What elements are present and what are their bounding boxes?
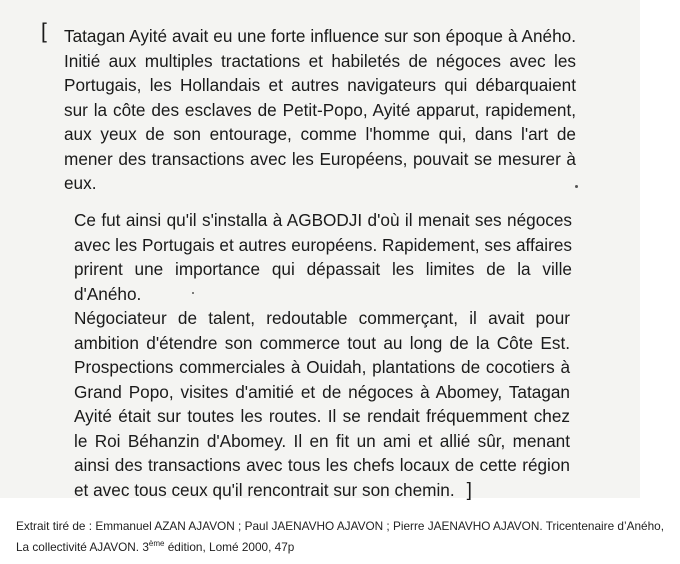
caption-text: Extrait tiré de : Emmanuel AZAN AJAVON ; Paul JAENAVHO AJAVON ; Pierre JAENAVHO AJAVON. Tricentenaire d’Aného, La collectivité AJAVON. 3 — [16, 519, 664, 554]
scan-speck — [575, 185, 578, 188]
closing-bracket: ] — [466, 479, 472, 501]
caption-text-end: édition, Lomé 2000, 47p — [164, 539, 295, 554]
caption-superscript: ème — [148, 539, 165, 548]
paragraph-3-text: Négociateur de talent, redoutable commerçant, il avait pour ambition d'étendre son commerce tout au long de la Côte Est. Prospections commerciales à Ouidah, plantations de cocotiers à Grand Popo, visites d'amitié et de négoces à Abomey, Tatagan Ayité était sur toutes les routes. Il se rendait fréquemment chez le Roi Béhanzin d'Abomey. Il en fit un ami et allié sûr, menant ainsi des transactions avec tous les chefs locaux de cette région et avec tous ceux qu'il rencontrait sur son chemin. — [74, 308, 570, 500]
paragraph-1: Tatagan Ayité avait eu une forte influence sur son époque à Aného. Initié aux multiples tractations et habiletés de négoces avec les Portugais, les Hollandais et autres navigateurs qui débarquaient sur la côte des esclaves de Petit-Popo, Ayité apparut, rapidement, aux yeux de son entourage, comme l'homme qui, dans l'art de mener des transactions avec les Européens, pouvait se mesurer à eux. — [64, 26, 576, 193]
source-caption — [16, 518, 666, 556]
paragraph-2: Ce fut ainsi qu'il s'installa à AGBODJI d'où il menait ses négoces avec les Portugais et autres européens. Rapidement, ses affaires prirent une importance qui dépassait les limites de la ville d'Aného. — [74, 210, 572, 304]
opening-bracket: [ — [41, 20, 47, 43]
scan-speck — [192, 292, 194, 294]
paragraph-3 — [74, 306, 570, 503]
